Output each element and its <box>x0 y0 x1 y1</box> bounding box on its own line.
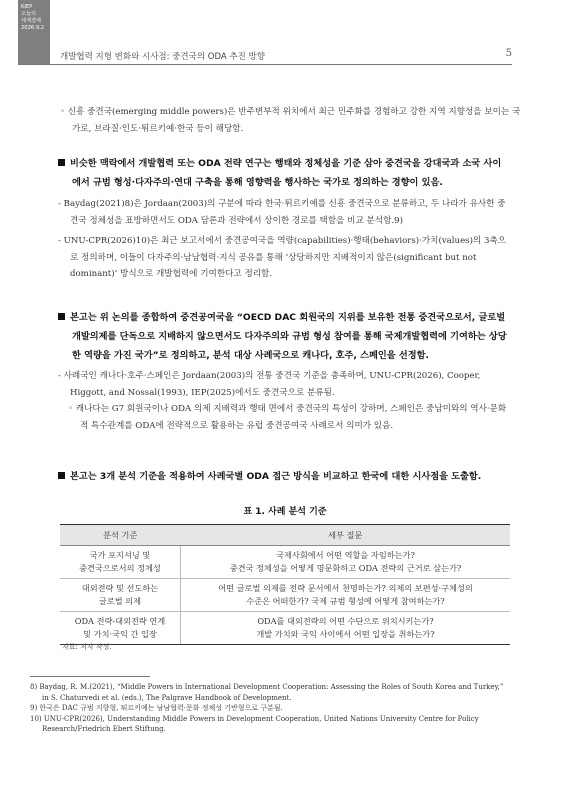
table-source: 자료: 저자 작성. <box>62 643 112 651</box>
table-header-questions: 세부 질문 <box>181 525 511 546</box>
table-cell-questions: 어떤 글로벌 의제를 전략 문서에서 천명하는가? 의제의 보편성·구체성의 수준은 어떠한가? 국제 규범 형성에 어떻게 참여하는가? <box>181 579 511 612</box>
footnotes <box>30 682 510 735</box>
table-caption: 표 1. 사례 분석 기준 <box>243 507 327 517</box>
section-3-heading <box>58 467 510 486</box>
square-bullet-icon <box>58 313 65 320</box>
section-3 <box>58 467 510 486</box>
table-cell-criteria: 국가 포지셔닝 및 중견국으로서의 정체성 <box>60 546 181 579</box>
section-3-heading-text: 본고는 3개 분석 기준을 적용하여 사례국별 ODA 접근 방식을 비교하고 한국에 대한 시사점을 도출함. <box>70 471 482 482</box>
footnote-divider <box>30 676 150 677</box>
footnote-10: 10) UNU-CPR(2026), Understanding Middle Powers in Development Cooperation, United Nations University Centre for Policy Research/Friedrich Ebert Stiftung. <box>30 714 479 733</box>
section-2-heading-text: 본고는 위 논의를 종합하여 중견공여국을 “OECD DAC 회원국의 지위를 보유한 전통 중견국으로서, 글로벌 개발의제를 단독으로 지배하지 않으면서도 다자주의와 규범 형성 참여를 통해 국제개발협력에 기여하는 상당한 역량을 가진 국가”로 정의하고, 분석 대상 사례국으로 캐나다, 호주, 스페인을 선정함. <box>70 312 507 361</box>
section-1-heading <box>58 154 510 192</box>
footnote-8: 8) Baydag, R. M.(2021), “Middle Powers in International Development Cooperation: Assessing the Roles of South Korea and Turkey,” in S. Chaturvedi et al. (eds.), The Palgrave Handbook of Development. <box>30 683 504 702</box>
header-badge <box>18 0 50 64</box>
square-bullet-icon <box>58 472 65 479</box>
badge-line: 세계경제 <box>21 18 42 24</box>
section-1-dash-2: - UNU-CPR(2026)10)은 최근 보고서에서 중견공여국을 역량(capabilities)·행태(behaviors)·가치(values)의 3축으로 정의하며, 이들이 다자주의·남남협력·지식 공유를 통해 ‘상당하지만 지배적이지 않은(significant but not dominant)’ 방식으로 개발협력에 기여한다고 정리함. <box>58 236 507 279</box>
table-cell-criteria: 대외전략 및 선도하는 글로벌 의제 <box>60 579 181 612</box>
table-cell-questions: ODA를 대외전략의 어떤 수단으로 위치시키는가? 개발 가치와 국익 사이에서 어떤 입장을 취하는가? <box>181 612 511 645</box>
table-row <box>60 546 510 579</box>
intro-sub-bullet: ◦ 신흥 중견국(emerging middle powers)은 반주변부적 위치에서 최근 민주화를 경험하고 강한 지역 지향성을 보이는 국가로, 브라질·인도·튀르키예·한국 등이 해당함. <box>60 107 521 134</box>
table-header-criteria: 분석 기준 <box>60 525 181 546</box>
table-cell-questions: 국제사회에서 어떤 역할을 자임하는가? 중견국 정체성을 어떻게 명문화하고 ODA 전략의 근거로 삼는가? <box>181 546 511 579</box>
footnote-9: 9) 한국은 DAC 규범 지향형, 튀르키예는 남남협력·문화 정체성 기반형으로 구분됨. <box>30 704 283 712</box>
section-1-dash-1: - Baydag(2021)8)은 Jordaan(2003)의 구분에 따라 한국·튀르키예를 신흥 중견국으로 분류하고, 두 나라가 유사한 중견국 정체성을 표방하면서도 ODA 담론과 전략에서 상이한 경로를 택함을 비교 분석함.9) <box>58 199 506 226</box>
square-bullet-icon <box>58 159 65 166</box>
table-header-row <box>60 525 510 546</box>
section-2-dash-1: - 사례국인 캐나다·호주·스페인은 Jordaan(2003)의 전통 중견국 기준을 충족하며, UNU-CPR(2026), Cooper, Higgott, and Nossal(1993), IEP(2025)에서도 중견국으로 분류됨. <box>58 371 481 398</box>
section-2-heading <box>58 308 510 365</box>
running-header-title: 개발협력 지형 변화와 시사점: 중견국의 ODA 추진 방향 <box>60 52 265 62</box>
table-cell-criteria: ODA 전략-대외전략 연계 및 가치·국익 간 입장 <box>60 612 181 645</box>
badge-line: KIEP <box>21 4 33 10</box>
table-row <box>60 612 510 645</box>
badge-line: 2026.9.2 <box>21 25 45 31</box>
analysis-criteria-table <box>60 524 510 645</box>
page-number: 5 <box>505 48 512 59</box>
section-1 <box>58 154 510 283</box>
badge-line: 오늘의 <box>21 11 37 17</box>
section-2-sub-1: ◦ 캐나다는 G7 회원국이나 ODA 의제 지배력과 행태 면에서 중견국의 특성이 강하며, 스페인은 중남미와의 역사·문화적 특수관계를 ODA에 전략적으로 활용하는 유럽 중견공여국 사례로서 의미가 있음. <box>68 404 507 431</box>
section-2 <box>58 308 510 434</box>
section-1-heading-text: 비슷한 맥락에서 개발협력 또는 ODA 전략 연구는 행태와 정체성을 기준 삼아 중견국을 강대국과 소국 사이에서 규범 형성·다자주의·연대 구축을 통해 영향력을 행사하는 국가로 정의하는 경향이 있음. <box>70 158 502 188</box>
table-row <box>60 579 510 612</box>
header-divider <box>18 64 512 65</box>
